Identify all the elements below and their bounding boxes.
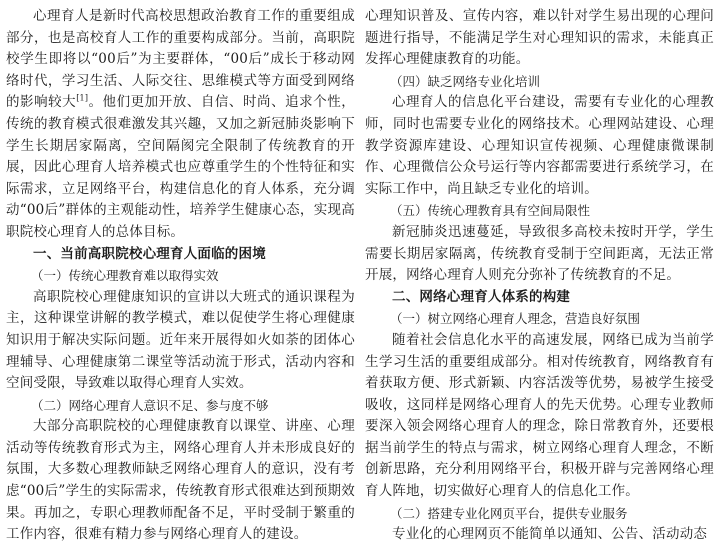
paragraph-1-5: 新冠肺炎迅速蔓延，导致很多高校未按时开学，学生需要长期居家隔离，传统教育受制于空间距离，无法正常开展，网络心理育人则充分弥补了传统教育的不足。 bbox=[365, 223, 714, 284]
subheading-1-5: （五）传统心理教育具有空间局限性 bbox=[390, 203, 591, 219]
left-column bbox=[6, 6, 355, 543]
subheading-1-4: （四）缺乏网络专业化培训 bbox=[390, 73, 541, 89]
subheading-1-1: （一）传统心理教育难以取得实效 bbox=[31, 268, 219, 284]
subheading-2-2: （二）搭建专业化网页平台，提供专业服务 bbox=[390, 505, 628, 521]
right-column bbox=[365, 6, 714, 543]
paragraph-2-2: 专业化的心理网页不能简单以通知、公告、活动动态 bbox=[392, 526, 708, 543]
paragraph-1-4: 心理育人的信息化平台建设，需要有专业化的心理教师，同时也需要专业化的网络技术。心理网站建设、心理教学资源库建设、心理知识宣传视频、心理健康微课制作、心理微信公众号运行等内容都需要进行系统学习，在实际工作中，尚且缺乏专业化的培训。 bbox=[365, 94, 714, 197]
intro-paragraph bbox=[6, 6, 355, 244]
intro-text-continued: 。他们更加开放、自信、时尚、追求个性，传统的教育模式很难激发其兴趣，又加之新冠肺炎影响下学生长期居家隔离，空间隔阂完全限制了传统教育的开展，因此心理育人培养模式也应尊重学生的个性特征和实际需求，立足网络平台，构建信息化的育人体系，充分调动“00后”群体的主观能动性，培养学生健康心态，实现高职院校心理育人的总体目标。 bbox=[6, 94, 355, 240]
citation-ref: [1] bbox=[76, 93, 89, 103]
section-heading-2: 二、网络心理育人体系的构建 bbox=[392, 288, 571, 305]
subheading-1-2: （二）网络心理育人意识不足、参与度不够 bbox=[31, 397, 269, 413]
intro-text: 心理育人是新时代高校思想政治教育工作的重要组成部分，也是高校育人工作的重要构成部分。当前，高职院校学生即将以“00后”为主要群体，“00后”成长于移动网络时代，学习生活、人际交往、思维模式等方面受到网络的影响较大 bbox=[6, 8, 355, 111]
paragraph-1-3-continued: 心理知识普及、宣传内容，难以针对学生易出现的心理问题进行指导，不能满足学生对心理知识的需求，未能真正发挥心理健康教育的功能。 bbox=[365, 8, 714, 68]
paragraph-1-1: 高职院校心理健康知识的宣讲以大班式的通识课程为主，这种课堂讲解的教学模式，难以促使学生将心理健康知识用于解决实际问题。近年来开展得如火如荼的团体心理辅导、心理健康第二课堂等活动流于形式，活动内容和空间受限，导致难以取得心理育人实效。 bbox=[6, 288, 355, 392]
paragraph-1-2: 大部分高职院校的心理健康教育以课堂、讲座、心理活动等传统教育形式为主，网络心理育人并未形成良好的氛围，大多数心理教师缺乏网络心理育人的意识，没有考虑“00后”学生的实际需求，传统教育形式很难达到预期效果。再加之，专职心理教师配备不足，平时受制于繁重的工作内容，很难有精力参与网络心理育人的建设。 bbox=[6, 418, 355, 543]
paragraph-2-1: 随着社会信息化水平的高速发展，网络已成为当前学生学习生活的重要组成部分。相对传统教育，网络教育有着获取方便、形式新颖、内容活泼等优势，易被学生接受吸收，这同样是网络心理育人的先天优势。心理专业教师要深入领会网络心理育人的理念，除日常教育外，还要根据当前学生的特点与需求，树立网络心理育人理念，不断创新思路，充分利用网络平台，积极开辟与完善网络心理育人阵地，切实做好心理育人的信息化工作。 bbox=[365, 331, 714, 500]
subheading-2-1: （一）树立网络心理育人理念，营造良好氛围 bbox=[390, 311, 641, 327]
section-heading-1: 一、当前高职院校心理育人面临的困境 bbox=[33, 245, 266, 262]
